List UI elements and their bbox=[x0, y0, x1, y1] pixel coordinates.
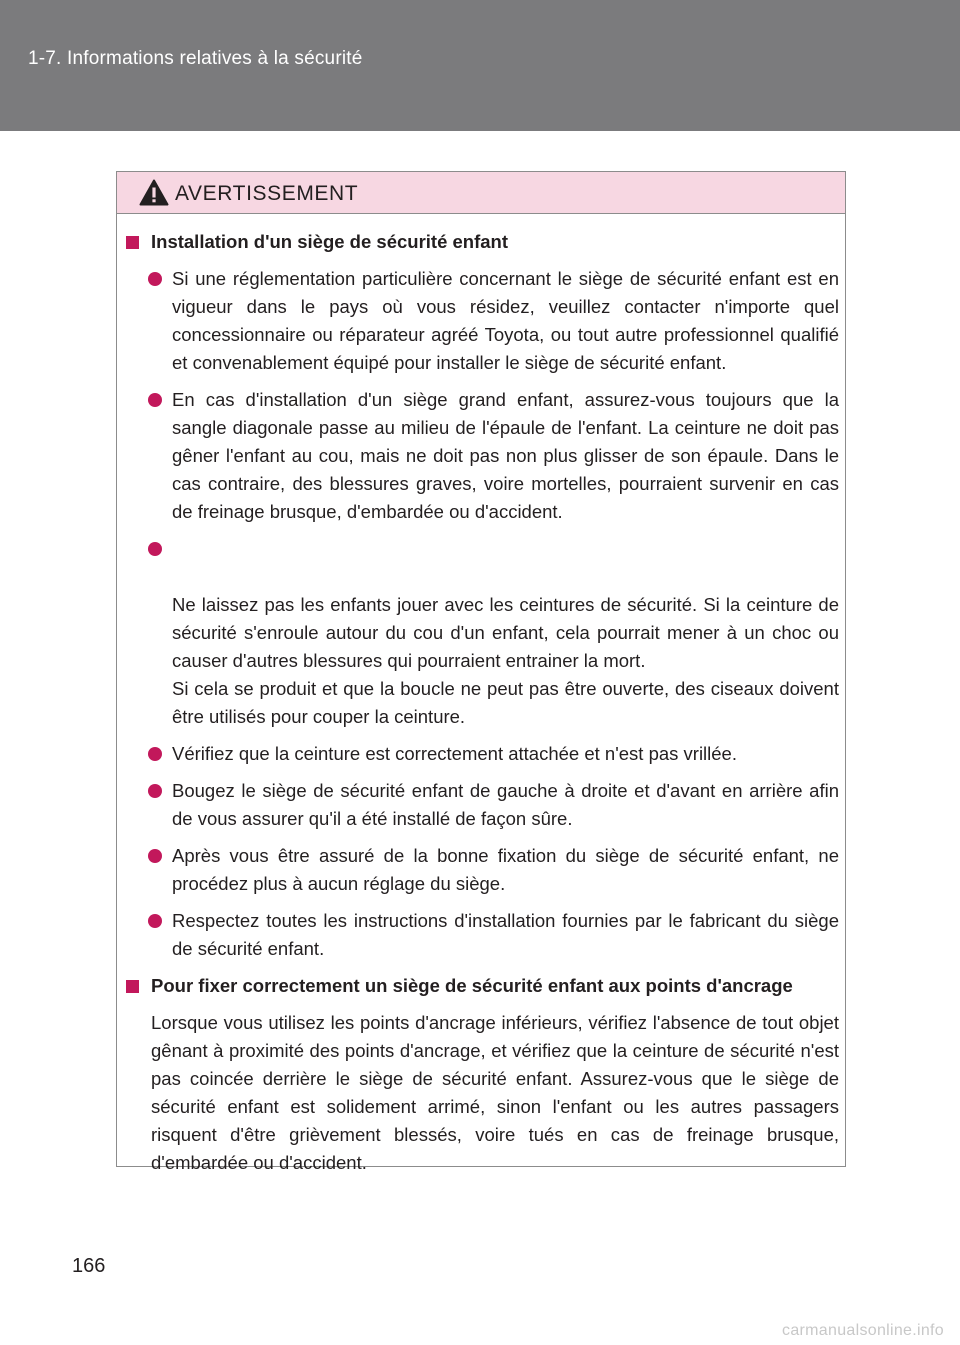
page-number: 166 bbox=[72, 1255, 106, 1277]
watermark: carmanualsonline.info bbox=[782, 1322, 944, 1339]
round-bullet-icon bbox=[148, 914, 162, 928]
warning-body bbox=[117, 214, 845, 1177]
section-title: Installation d'un siège de sécurité enfant bbox=[126, 228, 839, 256]
round-bullet-icon bbox=[148, 542, 162, 556]
section-paragraph: Lorsque vous utilisez les points d'ancrage inférieurs, vérifiez l'absence de tout objet gênant à proximité des points d'ancrage, et vérifiez que la ceinture de sécurité n'est pas coincée derrière le siège de sécurité enfant. Assurez-vous que le siège de sécurité enfant est solidement arrimé, sinon l'enfant ou les autres passagers risquent d'être grièvement blessés, voire tués en cas de freinage brusque, d'embardée ou d'accident. bbox=[151, 1012, 839, 1173]
list-item: Respectez toutes les instructions d'installation fournies par le fabricant du siège de sécurité enfant. bbox=[126, 907, 839, 963]
round-bullet-icon bbox=[148, 393, 162, 407]
list-item: Si une réglementation particulière concernant le siège de sécurité enfant est en vigueur dans le pays où vous résidez, veuillez contacter n'importe quel concessionnaire ou réparateur agréé Toyota, ou tout autre professionnel qualifié et convenablement équipé pour installer le siège de sécurité enfant. bbox=[126, 265, 839, 377]
list-item: Après vous être assuré de la bonne fixation du siège de sécurité enfant, ne procédez plus à aucun réglage du siège. bbox=[126, 842, 839, 898]
square-bullet-icon bbox=[126, 980, 139, 993]
chapter-header bbox=[0, 0, 960, 131]
warning-box bbox=[116, 171, 846, 1173]
list-item: Bougez le siège de sécurité enfant de gauche à droite et d'avant en arrière afin de vous assurer qu'il a été installé de façon sûre. bbox=[126, 777, 839, 833]
round-bullet-icon bbox=[148, 747, 162, 761]
round-bullet-icon bbox=[148, 272, 162, 286]
warning-header bbox=[117, 172, 845, 214]
chapter-title: 1-7. Informations relatives à la sécurité bbox=[28, 48, 363, 69]
section-title: Pour fixer correctement un siège de sécurité enfant aux points d'ancrage bbox=[126, 972, 839, 1000]
list-item: En cas d'installation d'un siège grand enfant, assurez-vous toujours que la sangle diagonale passe au milieu de l'épaule de l'enfant. La ceinture ne doit pas gêner l'enfant au cou, mais ne doit pas non plus glisser de son épaule. Dans le cas contraire, des blessures graves, voire mortelles, pourraient survenir en cas de freinage brusque, d'embardée ou d'accident. bbox=[126, 386, 839, 526]
round-bullet-icon bbox=[148, 849, 162, 863]
warning-triangle-icon bbox=[139, 179, 169, 206]
list-item: Vérifiez que la ceinture est correctement attachée et n'est pas vrillée. bbox=[126, 740, 839, 768]
round-bullet-icon bbox=[148, 784, 162, 798]
warning-title: AVERTISSEMENT bbox=[175, 182, 359, 205]
square-bullet-icon bbox=[126, 236, 139, 249]
list-item: Ne laissez pas les enfants jouer avec les ceintures de sécurité. Si la ceinture de sécurité s'enroule autour du cou d'un enfant, cela pourrait mener à un choc ou causer d'autres blessures qui pourraient entrainer la mort. Si cela se produit et que la boucle ne peut pas être ouverte, des ciseaux doivent être utilisés pour couper la ceinture. bbox=[126, 535, 839, 731]
